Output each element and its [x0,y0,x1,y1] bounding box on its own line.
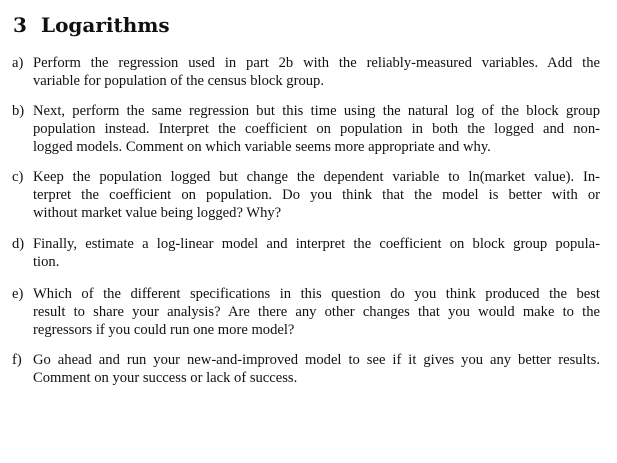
item-label: e) [12,286,24,302]
question-item-d [12,235,600,271]
item-text [33,102,600,156]
item-text-line: without market value being logged? Why? [33,205,282,221]
question-item-f [12,351,600,387]
item-text [33,351,600,387]
item-text-line: Go ahead and run your new-and-improved model to see if it gives you any better results. [33,352,600,368]
item-text-line: Keep the population logged but change the dependent variable to ln(market value). In- [33,169,600,185]
item-text [33,285,600,339]
question-item-c [12,168,600,222]
item-label: b) [12,103,25,119]
item-text [33,235,600,271]
section-heading [13,12,170,38]
item-text-line: Which of the different specifications in this question do you think produced the best [33,286,600,302]
item-label: f) [12,352,22,368]
question-item-a [12,54,600,90]
item-label: c) [12,169,24,185]
item-text-line: tion. [33,254,60,270]
item-text-line: regressors if you could run one more model? [33,322,295,338]
item-label: a) [12,55,24,71]
section-number: 3 [13,13,27,37]
question-item-e [12,285,600,339]
item-text-line: result to share your analysis? Are there any other changes that you would make to the [33,304,600,320]
item-label: d) [12,236,25,252]
item-text-line: Finally, estimate a log-linear model and interpret the coefficient on block group popula- [33,236,600,252]
item-text-line: Perform the regression used in part 2b with the reliably-measured variables. Add the [33,55,600,71]
item-text-line: Comment on your success or lack of success. [33,370,298,386]
item-text-line: logged models. Comment on which variable seems more appropriate and why. [33,139,491,155]
section-title: Logarithms [41,13,170,37]
item-text-line: population instead. Interpret the coefficient on population in both the logged and non- [33,121,600,137]
item-text-line: terpret the coefficient on population. Do you think that the model is better with or [33,187,600,203]
item-text-line: variable for population of the census block group. [33,73,324,89]
item-text [33,168,600,222]
question-item-b [12,102,600,156]
item-text [33,54,600,90]
item-text-line: Next, perform the same regression but this time using the natural log of the block group [33,103,600,119]
